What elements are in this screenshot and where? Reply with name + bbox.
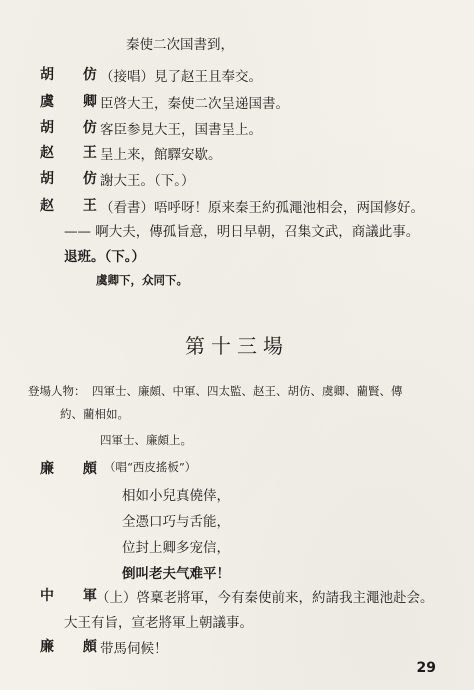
stage-direction: （唱“西皮搖板”） [104, 460, 197, 474]
verse-line: 秦使二次国書到， [126, 37, 234, 53]
dialogue-line: 带馬伺候！ [100, 641, 168, 657]
dialogue-line: 客臣参見大王，国書呈上。 [100, 122, 262, 138]
speaker-name: 赵 王 [40, 198, 109, 214]
speaker-name: 中 軍 [40, 588, 109, 604]
speaker-name: 胡 仿 [40, 120, 109, 136]
speaker-name: 虞 卿 [40, 94, 109, 110]
dialogue-line: （上）啓稟老將軍，今有秦使前来，約請我主澠池赴会。 [96, 590, 434, 606]
verse-line: 全憑口巧与舌能， [122, 514, 230, 530]
dialogue-line: 退班。（下。） [64, 249, 145, 265]
verse-line: 倒叫老夫气难平！ [122, 566, 230, 582]
dialogue-line: （接唱）見了赵王且奉交。 [100, 69, 262, 85]
speaker-name: 赵 王 [40, 145, 109, 161]
dialogue-line: 大王有旨，宣老將軍上朝議事。 [64, 615, 253, 631]
stage-direction: 四軍士、廉頗上。 [100, 433, 192, 447]
cast-list-continued: 約、藺相如。 [60, 407, 129, 421]
speaker-name: 廉 頗 [40, 461, 109, 477]
cast-label: 登場人物： [28, 384, 86, 398]
dialogue-line: 臣啓大王，秦使二次呈递国書。 [100, 96, 289, 112]
dialogue-line: —— 啊大夫，傳孤旨意，明日早朝，召集文武，商議此事。 [64, 224, 420, 240]
verse-line: 相如小兒真僥倖， [122, 488, 230, 504]
verse-line: 位封上卿多宠信， [122, 540, 230, 556]
dialogue-line: 謝大王。（下。） [100, 173, 195, 189]
stage-direction: 虞卿下，众同下。 [96, 273, 188, 287]
dialogue-line: 呈上来，館驛安歇。 [100, 147, 222, 163]
dialogue-line: （看書）唔呼呀！原来秦王約孤澠池相会，两国修好。 [100, 200, 424, 216]
scene-title: 第十三場 [185, 334, 289, 358]
speaker-name: 廉 頗 [40, 639, 109, 655]
page-number: 29 [416, 660, 436, 676]
cast-list: 四軍士、廉頗、中軍、四太監、赵王、胡仿、虞卿、藺賢、傳 [92, 384, 403, 398]
speaker-name: 胡 仿 [40, 67, 109, 83]
speaker-name: 胡 仿 [40, 171, 109, 187]
